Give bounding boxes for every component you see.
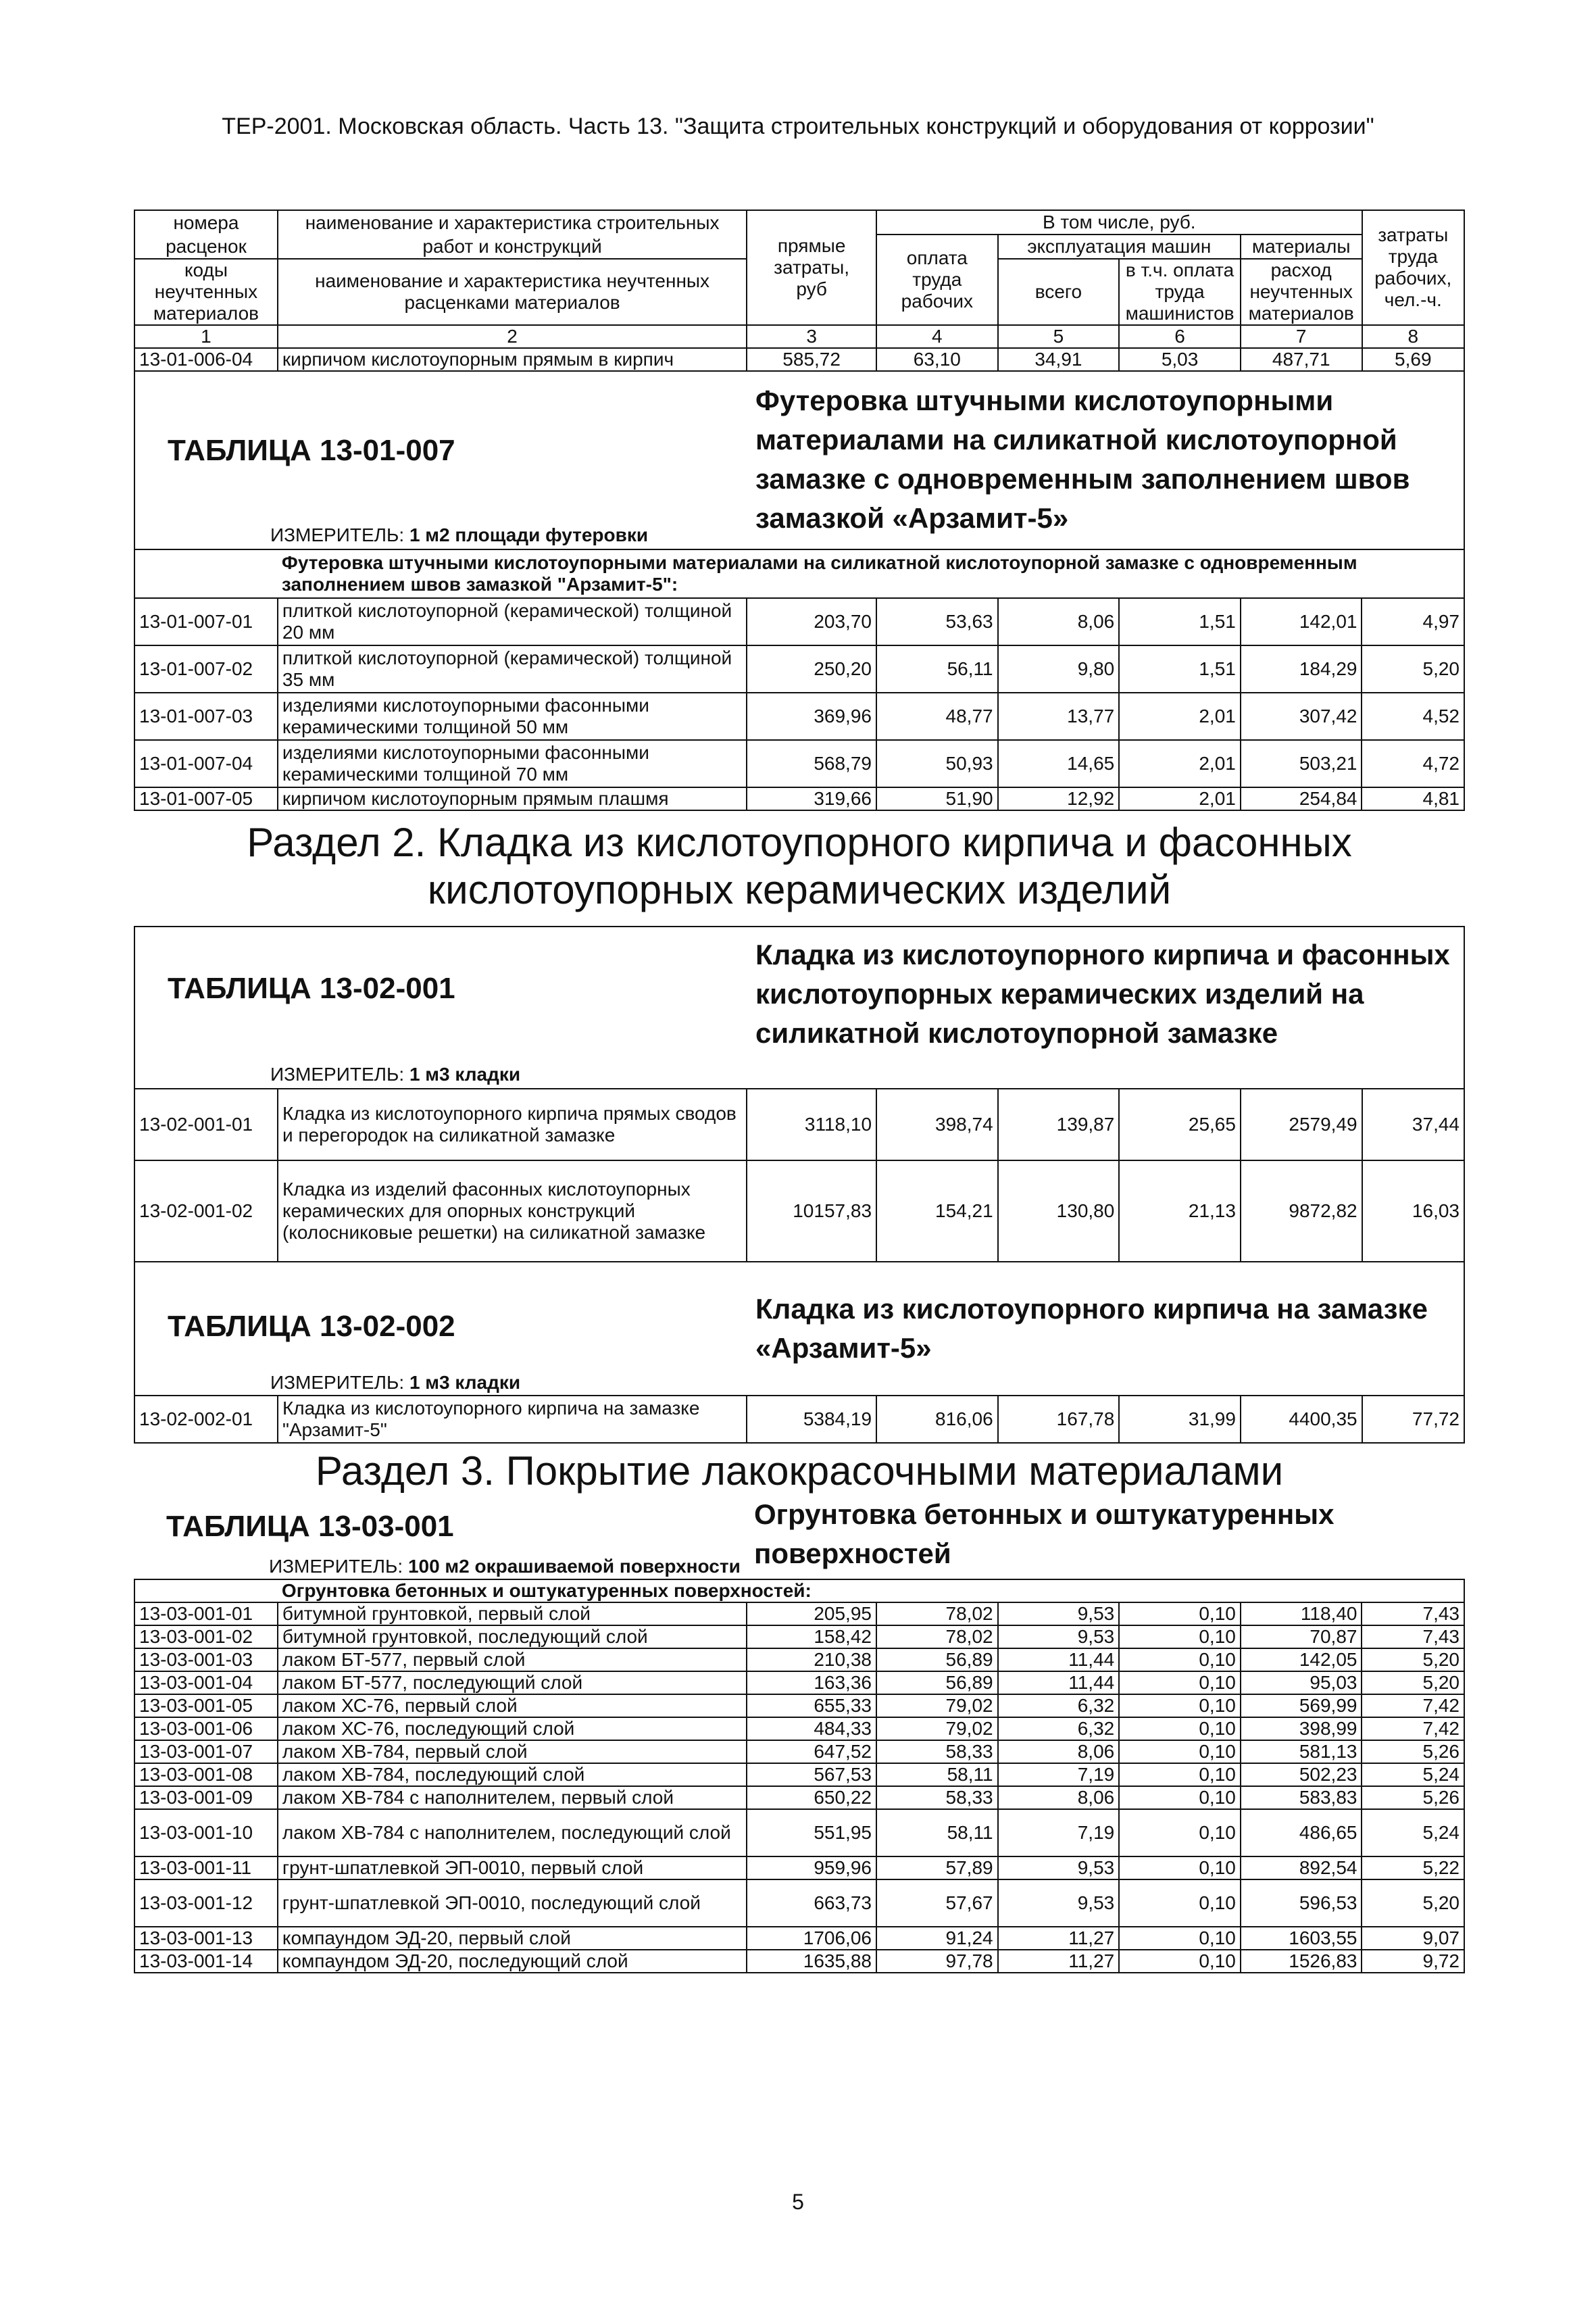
- value-cell: 139,87: [998, 1089, 1120, 1160]
- value-cell: 163,36: [747, 1671, 876, 1694]
- value-cell: 484,33: [747, 1717, 876, 1740]
- value-cell: 568,79: [747, 740, 876, 787]
- work-name: компаундом ЭД-20, последующий слой: [278, 1950, 747, 1973]
- value-cell: 53,63: [876, 598, 998, 645]
- table-row: [134, 1671, 1464, 1694]
- value-cell: 569,99: [1241, 1694, 1362, 1717]
- value-cell: 79,02: [876, 1717, 998, 1740]
- value-cell: 0,10: [1119, 1856, 1241, 1879]
- value-cell: 57,89: [876, 1856, 998, 1879]
- rate-code: 13-03-001-05: [134, 1694, 278, 1717]
- work-name: грунт-шпатлевкой ЭП-0010, последующий слой: [278, 1879, 747, 1927]
- rate-code: 13-03-001-11: [134, 1856, 278, 1879]
- value-cell: 250,20: [747, 645, 876, 693]
- table-title: Кладка из кислотоупорного кирпича на замазке «Арзамит-5»: [755, 1293, 1428, 1364]
- rate-code: 13-03-001-08: [134, 1763, 278, 1786]
- value-cell: 91,24: [876, 1927, 998, 1950]
- value-cell: 398,99: [1241, 1717, 1362, 1740]
- value-cell: 13,77: [998, 693, 1120, 740]
- value-cell: 158,42: [747, 1625, 876, 1648]
- work-name: битумной грунтовкой, первый слой: [278, 1602, 747, 1625]
- value-cell: 4,52: [1362, 693, 1464, 740]
- table-row: [134, 1694, 1464, 1717]
- work-name: компаундом ЭД-20, первый слой: [278, 1927, 747, 1950]
- value-cell: 0,10: [1119, 1625, 1241, 1648]
- value-cell: 130,80: [998, 1160, 1120, 1262]
- work-name: кирпичом кислотоупорным прямым плашмя: [278, 787, 747, 810]
- rate-code: 13-03-001-13: [134, 1927, 278, 1950]
- value-cell: 9,53: [998, 1856, 1120, 1879]
- value-cell: 0,10: [1119, 1763, 1241, 1786]
- col-num: 7: [1241, 325, 1362, 348]
- value-cell: 254,84: [1241, 787, 1362, 810]
- table-row: [134, 1856, 1464, 1879]
- rate-code: 13-03-001-14: [134, 1950, 278, 1973]
- group-title: Футеровка штучными кислотоупорными материалами на силикатной кислотоупорной замазке с одновременным заполнением швов замазкой "Арзамит-5":: [278, 549, 1464, 598]
- value-cell: 4,81: [1362, 787, 1464, 810]
- value-cell: 154,21: [876, 1160, 998, 1262]
- value-cell: 78,02: [876, 1625, 998, 1648]
- value-cell: 8,06: [998, 1740, 1120, 1763]
- value-cell: 142,01: [1241, 598, 1362, 645]
- col-num: 3: [747, 325, 876, 348]
- value-cell: 57,67: [876, 1879, 998, 1927]
- col-num: 1: [134, 325, 278, 348]
- value-cell: 486,65: [1241, 1809, 1362, 1856]
- value-cell: 7,19: [998, 1763, 1120, 1786]
- value-cell: 1,51: [1119, 598, 1241, 645]
- value-cell: 9,07: [1362, 1927, 1464, 1950]
- value-cell: 4,72: [1362, 740, 1464, 787]
- work-name: Кладка из изделий фасонных кислотоупорных керамических для опорных конструкций (колосниковые решетки) на силикатной замазке: [278, 1160, 747, 1262]
- value-cell: 11,44: [998, 1671, 1120, 1694]
- value-cell: 0,10: [1119, 1694, 1241, 1717]
- work-name: лаком БТ-577, последующий слой: [278, 1671, 747, 1694]
- table-row: [134, 598, 1464, 645]
- table-13-02-001: [134, 1088, 1465, 1262]
- value-cell: 655,33: [747, 1694, 876, 1717]
- header-mach-pay: в т.ч. оплата труда машинистов: [1119, 259, 1241, 325]
- value-cell: 3118,10: [747, 1089, 876, 1160]
- value-cell: 2,01: [1119, 740, 1241, 787]
- rate-code: 13-03-001-10: [134, 1809, 278, 1856]
- table-13-03-001-block: [134, 1495, 1465, 1579]
- work-name: Кладка из кислотоупорного кирпича прямых сводов и перегородок на силикатной замазке: [278, 1089, 747, 1160]
- table-13-02-001-block: [134, 926, 1465, 1088]
- section-2-title: Раздел 2. Кладка из кислотоупорного кирпича и фасонных кислотоупорных керамических изделий: [247, 820, 1352, 912]
- value-cell: 892,54: [1241, 1856, 1362, 1879]
- value-cell: 5384,19: [747, 1396, 876, 1443]
- value-cell: 0,10: [1119, 1648, 1241, 1671]
- value-cell: 77,72: [1362, 1396, 1464, 1443]
- value-cell: 0,10: [1119, 1717, 1241, 1740]
- header-codes-small: коды неучтенных материалов: [134, 259, 278, 325]
- value-cell: 48,77: [876, 693, 998, 740]
- value-cell: 21,13: [1119, 1160, 1241, 1262]
- value-cell: 8,06: [998, 598, 1120, 645]
- value-cell: 14,65: [998, 740, 1120, 787]
- table-row: [134, 1763, 1464, 1786]
- rate-code: 13-03-001-12: [134, 1879, 278, 1927]
- measure-line: ИЗМЕРИТЕЛЬ: 1 м3 кладки: [270, 1372, 521, 1393]
- value-cell: 5,20: [1362, 645, 1464, 693]
- table-row: [134, 693, 1464, 740]
- header-name-b: работ и конструкций: [278, 235, 747, 259]
- header-labor: затраты труда рабочих, чел.-ч.: [1362, 210, 1464, 325]
- value-cell: 647,52: [747, 1740, 876, 1763]
- value-cell: 6,32: [998, 1717, 1120, 1740]
- table-row: [134, 1927, 1464, 1950]
- rate-code: 13-03-001-07: [134, 1740, 278, 1763]
- table-row: [134, 1396, 1464, 1443]
- work-name: изделиями кислотоупорными фасонными керамическими толщиной 70 мм: [278, 740, 747, 787]
- document-header: ТЕР-2001. Московская область. Часть 13. "Защита строительных конструкций и оборудования от коррозии": [222, 114, 1374, 139]
- table-id: ТАБЛИЦА 13-01-007: [168, 434, 455, 467]
- work-name: лаком ХВ-784 с наполнителем, первый слой: [278, 1786, 747, 1809]
- value-cell: 50,93: [876, 740, 998, 787]
- table-title: Футеровка штучными кислотоупорными материалами на силикатной кислотоупорной замазке с одновременным заполнением швов замазкой «Арзамит-5»: [755, 385, 1410, 534]
- value-cell: 398,74: [876, 1089, 998, 1160]
- work-name: лаком ХС-76, последующий слой: [278, 1717, 747, 1740]
- value-cell: 9,72: [1362, 1950, 1464, 1973]
- col-num: 4: [876, 325, 998, 348]
- value-cell: 11,27: [998, 1950, 1120, 1973]
- rate-code: 13-01-007-04: [134, 740, 278, 787]
- value-cell: 184,29: [1241, 645, 1362, 693]
- value-cell: 0,10: [1119, 1786, 1241, 1809]
- value-cell: 9,53: [998, 1602, 1120, 1625]
- value-cell: 5,20: [1362, 1648, 1464, 1671]
- value-cell: 95,03: [1241, 1671, 1362, 1694]
- work-name: Кладка из кислотоупорного кирпича на замазке "Арзамит-5": [278, 1396, 747, 1443]
- value-cell: 567,53: [747, 1763, 876, 1786]
- table-row: [134, 1602, 1464, 1625]
- value-cell: 56,89: [876, 1671, 998, 1694]
- value-cell: 5,26: [1362, 1786, 1464, 1809]
- value-cell: 2579,49: [1241, 1089, 1362, 1160]
- value-cell: 0,10: [1119, 1671, 1241, 1694]
- value-cell: 9,53: [998, 1879, 1120, 1927]
- rate-code: 13-03-001-06: [134, 1717, 278, 1740]
- value-cell: 37,44: [1362, 1089, 1464, 1160]
- value-cell: 0,10: [1119, 1950, 1241, 1973]
- table-id: ТАБЛИЦА 13-02-001: [168, 972, 455, 1005]
- measure-line: ИЗМЕРИТЕЛЬ: 1 м3 кладки: [270, 1064, 521, 1085]
- value-cell: 959,96: [747, 1856, 876, 1879]
- value-cell: 58,33: [876, 1740, 998, 1763]
- group-title: Огрунтовка бетонных и оштукатуренных поверхностей:: [278, 1579, 1464, 1602]
- table-row: 13-01-006-04 кирпичом кислотоупорным прямым в кирпич 585,72 63,10 34,91 5,03 487,71 5,69: [134, 348, 1464, 371]
- value-cell: 56,11: [876, 645, 998, 693]
- table-row: [134, 1625, 1464, 1648]
- value-cell: 596,53: [1241, 1879, 1362, 1927]
- value-cell: 210,38: [747, 1648, 876, 1671]
- value-cell: 16,03: [1362, 1160, 1464, 1262]
- header-materials: материалы: [1241, 235, 1362, 259]
- header-mat-small: расход неучтенных материалов: [1241, 259, 1362, 325]
- value-cell: 502,23: [1241, 1763, 1362, 1786]
- rate-code: 13-03-001-03: [134, 1648, 278, 1671]
- work-name: плиткой кислотоупорной (керамической) толщиной 20 мм: [278, 598, 747, 645]
- value-cell: 10157,83: [747, 1160, 876, 1262]
- table-13-01-007: [134, 549, 1465, 811]
- value-cell: 142,05: [1241, 1648, 1362, 1671]
- value-cell: 1603,55: [1241, 1927, 1362, 1950]
- rate-code: 13-02-001-02: [134, 1160, 278, 1262]
- col-num: 8: [1362, 325, 1464, 348]
- value-cell: 1,51: [1119, 645, 1241, 693]
- value-cell: 2,01: [1119, 787, 1241, 810]
- work-name: грунт-шпатлевкой ЭП-0010, первый слой: [278, 1856, 747, 1879]
- value-cell: 369,96: [747, 693, 876, 740]
- value-cell: 11,44: [998, 1648, 1120, 1671]
- value-cell: 5,24: [1362, 1763, 1464, 1786]
- rate-code: 13-01-007-05: [134, 787, 278, 810]
- value-cell: 7,43: [1362, 1625, 1464, 1648]
- value-cell: 503,21: [1241, 740, 1362, 787]
- value-cell: 551,95: [747, 1809, 876, 1856]
- col-num: 5: [998, 325, 1120, 348]
- value-cell: 5,20: [1362, 1671, 1464, 1694]
- rate-code: 13-01-007-03: [134, 693, 278, 740]
- table-row: [134, 740, 1464, 787]
- work-name: битумной грунтовкой, последующий слой: [278, 1625, 747, 1648]
- value-cell: 9,80: [998, 645, 1120, 693]
- value-cell: 51,90: [876, 787, 998, 810]
- value-cell: 5,20: [1362, 1879, 1464, 1927]
- table-row: [134, 1809, 1464, 1856]
- table-row: [134, 1089, 1464, 1160]
- value-cell: 7,42: [1362, 1717, 1464, 1740]
- table-row: [134, 1950, 1464, 1973]
- header-direct: прямые затраты, руб: [747, 210, 876, 325]
- table-id: ТАБЛИЦА 13-02-002: [168, 1310, 455, 1343]
- work-name: плиткой кислотоупорной (керамической) толщиной 35 мм: [278, 645, 747, 693]
- value-cell: 1526,83: [1241, 1950, 1362, 1973]
- value-cell: 5,26: [1362, 1740, 1464, 1763]
- table-id: ТАБЛИЦА 13-03-001: [166, 1510, 454, 1543]
- value-cell: 0,10: [1119, 1879, 1241, 1927]
- rate-code: 13-03-001-09: [134, 1786, 278, 1809]
- value-cell: 0,10: [1119, 1740, 1241, 1763]
- value-cell: 4,97: [1362, 598, 1464, 645]
- header-machines: эксплуатация машин: [998, 235, 1241, 259]
- section-3-title: Раздел 3. Покрытие лакокрасочными материалами: [315, 1448, 1284, 1494]
- work-name: изделиями кислотоупорными фасонными керамическими толщиной 50 мм: [278, 693, 747, 740]
- table-title: Кладка из кислотоупорного кирпича и фасонных кислотоупорных керамических изделий на силикатной кислотоупорной замазке: [755, 939, 1450, 1049]
- table-title: Огрунтовка бетонных и оштукатуренных поверхностей: [754, 1498, 1335, 1569]
- col-num: 2: [278, 325, 747, 348]
- header-name-a: наименование и характеристика строительных: [278, 210, 747, 235]
- value-cell: 79,02: [876, 1694, 998, 1717]
- value-cell: 0,10: [1119, 1927, 1241, 1950]
- table-row: [134, 787, 1464, 810]
- value-cell: 7,42: [1362, 1694, 1464, 1717]
- rate-code: 13-03-001-04: [134, 1671, 278, 1694]
- value-cell: 583,83: [1241, 1786, 1362, 1809]
- header-codes-b: расценок: [134, 235, 278, 259]
- table-row: [134, 1740, 1464, 1763]
- rate-code: 13-02-001-01: [134, 1089, 278, 1160]
- value-cell: 581,13: [1241, 1740, 1362, 1763]
- table-row: [134, 1717, 1464, 1740]
- header-codes-a: номера: [134, 210, 278, 235]
- value-cell: 11,27: [998, 1927, 1120, 1950]
- header-name-unaccounted: наименование и характеристика неучтенных расценками материалов: [278, 259, 747, 325]
- measure-line: ИЗМЕРИТЕЛЬ: 1 м2 площади футеровки: [270, 524, 649, 545]
- value-cell: 307,42: [1241, 693, 1362, 740]
- table-13-03-001: [134, 1579, 1465, 1973]
- value-cell: 4400,35: [1241, 1396, 1362, 1443]
- table-row: [134, 645, 1464, 693]
- header-including: В том числе, руб.: [876, 210, 1362, 235]
- value-cell: 9,53: [998, 1625, 1120, 1648]
- value-cell: 9872,82: [1241, 1160, 1362, 1262]
- value-cell: 167,78: [998, 1396, 1120, 1443]
- value-cell: 816,06: [876, 1396, 998, 1443]
- rates-document: [134, 210, 1465, 1973]
- value-cell: 58,33: [876, 1786, 998, 1809]
- measure-line: ИЗМЕРИТЕЛЬ: 100 м2 окрашиваемой поверхности: [269, 1556, 741, 1577]
- value-cell: 5,22: [1362, 1856, 1464, 1879]
- table-row: [134, 1648, 1464, 1671]
- value-cell: 12,92: [998, 787, 1120, 810]
- value-cell: 5,24: [1362, 1809, 1464, 1856]
- work-name: лаком ХВ-784, первый слой: [278, 1740, 747, 1763]
- value-cell: 6,32: [998, 1694, 1120, 1717]
- rate-code: 13-01-007-01: [134, 598, 278, 645]
- table-row: [134, 1786, 1464, 1809]
- value-cell: 25,65: [1119, 1089, 1241, 1160]
- rate-code: 13-02-002-01: [134, 1396, 278, 1443]
- value-cell: 31,99: [1119, 1396, 1241, 1443]
- header-pay: оплата труда рабочих: [876, 235, 998, 325]
- value-cell: 78,02: [876, 1602, 998, 1625]
- value-cell: 58,11: [876, 1809, 998, 1856]
- rate-code: 13-03-001-02: [134, 1625, 278, 1648]
- rate-code: 13-03-001-01: [134, 1602, 278, 1625]
- value-cell: 650,22: [747, 1786, 876, 1809]
- value-cell: 2,01: [1119, 693, 1241, 740]
- value-cell: 8,06: [998, 1786, 1120, 1809]
- table-13-02-002-block: [134, 1262, 1465, 1395]
- value-cell: 205,95: [747, 1602, 876, 1625]
- column-header-table: [134, 210, 1465, 372]
- value-cell: 0,10: [1119, 1602, 1241, 1625]
- value-cell: 97,78: [876, 1950, 998, 1973]
- table-13-01-007-block: [134, 372, 1465, 549]
- work-name: лаком ХВ-784 с наполнителем, последующий слой: [278, 1809, 747, 1856]
- value-cell: 7,19: [998, 1809, 1120, 1856]
- value-cell: 7,43: [1362, 1602, 1464, 1625]
- value-cell: 70,87: [1241, 1625, 1362, 1648]
- value-cell: 1706,06: [747, 1927, 876, 1950]
- col-num: 6: [1119, 325, 1241, 348]
- work-name: лаком ХС-76, первый слой: [278, 1694, 747, 1717]
- value-cell: 1635,88: [747, 1950, 876, 1973]
- header-mach-total: всего: [998, 259, 1120, 325]
- value-cell: 56,89: [876, 1648, 998, 1671]
- table-row: [134, 1160, 1464, 1262]
- work-name: лаком БТ-577, первый слой: [278, 1648, 747, 1671]
- page-number: 5: [792, 2190, 804, 2214]
- value-cell: 663,73: [747, 1879, 876, 1927]
- work-name: лаком ХВ-784, последующий слой: [278, 1763, 747, 1786]
- value-cell: 319,66: [747, 787, 876, 810]
- value-cell: 118,40: [1241, 1602, 1362, 1625]
- rate-code: 13-01-007-02: [134, 645, 278, 693]
- value-cell: 203,70: [747, 598, 876, 645]
- value-cell: 0,10: [1119, 1809, 1241, 1856]
- table-13-02-002: [134, 1395, 1465, 1444]
- table-row: [134, 1879, 1464, 1927]
- value-cell: 58,11: [876, 1763, 998, 1786]
